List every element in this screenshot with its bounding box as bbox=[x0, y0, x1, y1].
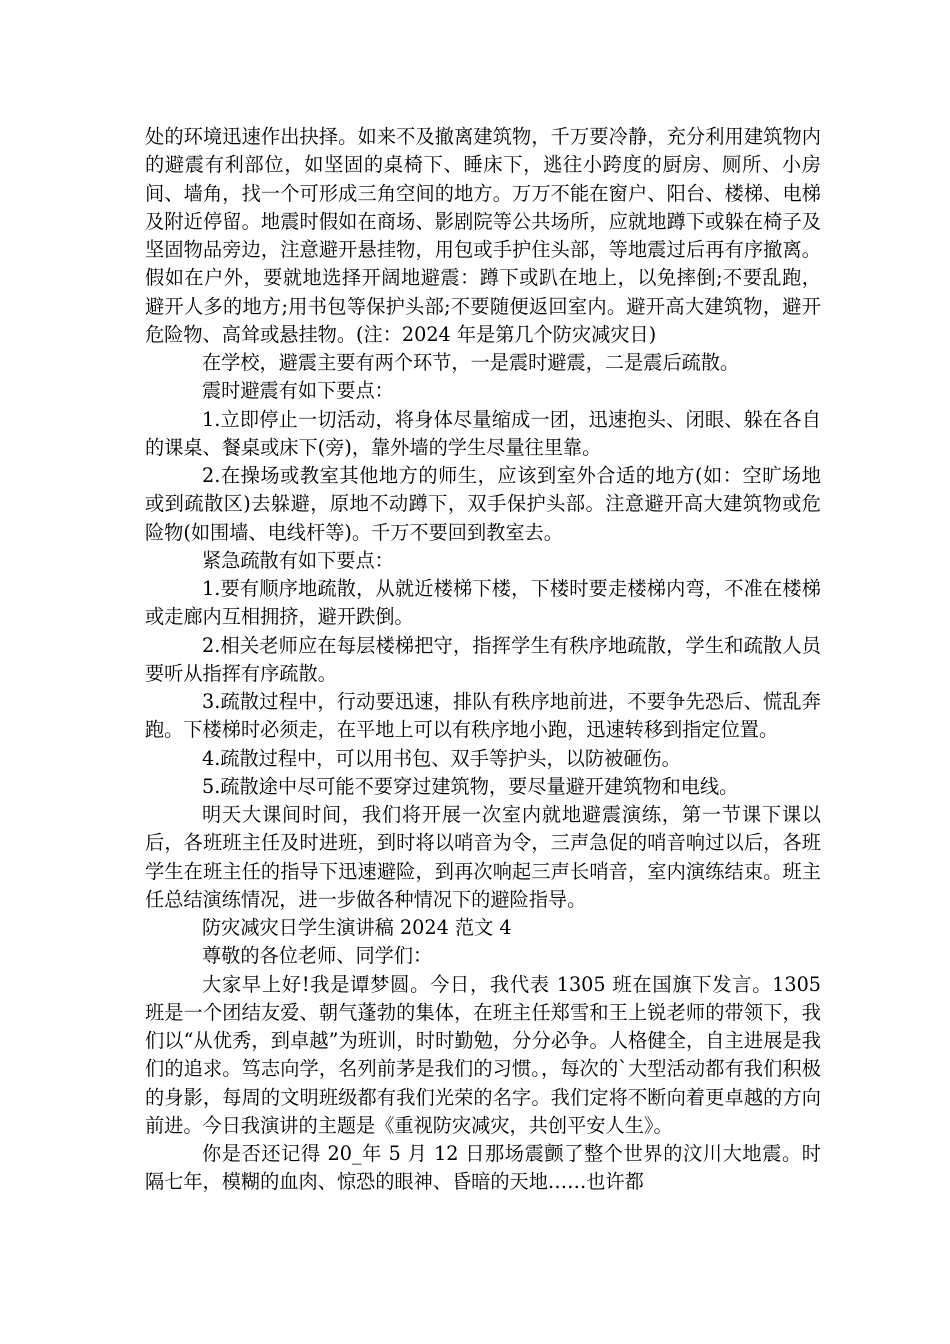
paragraph: 3.疏散过程中，行动要迅速，排队有秩序地前进，不要争先恐后、慌乱奔跑。下楼梯时必须走，在平地上可以有秩序地小跑，迅速转移到指定位置。 bbox=[145, 690, 821, 742]
paragraph: 5.疏散途中尽可能不要穿过建筑物，要尽量避开建筑物和电线。 bbox=[202, 774, 739, 798]
paragraph: 在学校，避震主要有两个环节，一是震时避震，二是震后疏散。 bbox=[202, 351, 740, 374]
paragraph: 你是否还记得 20_年 5 月 12 日那场震颤了整个世界的汶川大地震。时隔七年，模糊的血肉、惊恐的眼神、昏暗的天地……也许都 bbox=[145, 1142, 821, 1194]
paragraph: 1.立即停止一切活动，将身体尽量缩成一团，迅速抱头、闭眼、躲在各自的课桌、餐桌或床下(旁)，靠外墙的学生尽量往里靠。 bbox=[145, 407, 821, 459]
paragraph: 大家早上好!我是谭梦圆。今日，我代表 1305 班在国旗下发言。1305 班是一个团结友爱、朝气蓬勃的集体，在班主任郑雪和王上锐老师的带领下，我们以“从优秀，到卓越”为班训，时时勤勉，分分必争。人格健全，自主进展是我们的追求。笃志向学，名列前茅是我们的习惯。，每次的`大型活动都有我们积极的身影，每周的文明班级都有我们光荣的名字。我们定将不断向着更卓越的方向前进。今日我演讲的主题是《重视防灾减灾，共创平安人生》。 bbox=[145, 972, 821, 1137]
paragraph: 明天大课间时间，我们将开展一次室内就地避震演练，第一节课下课以后，各班班主任及时进班，到时将以哨音为令，三声急促的哨音响过以后，各班学生在班主任的指导下迅速避险，到再次响起三声长哨音，室内演练结束。班主任总结演练情况，进一步做各种情况下的避险指导。 bbox=[145, 803, 821, 911]
section-title: 防灾减灾日学生演讲稿 2024 范文 4 bbox=[202, 916, 512, 939]
paragraph: 2.相关老师应在每层楼梯把守，指挥学生有秩序地疏散，学生和疏散人员要听从指挥有序疏散。 bbox=[145, 633, 821, 685]
paragraph: 震时避震有如下要点： bbox=[202, 379, 394, 403]
paragraph: 1.要有顺序地疏散，从就近楼梯下楼，下楼时要走楼梯内弯，不准在楼梯或走廊内互相拥挤，避开跌倒。 bbox=[145, 577, 821, 629]
salutation: 尊敬的各位老师、同学们： bbox=[202, 944, 433, 968]
paragraph: 处的环境迅速作出抉择。如来不及撤离建筑物，千万要冷静，充分利用建筑物内的避震有利部位，如坚固的桌椅下、睡床下，逃往小跨度的厨房、厕所、小房间、墙角，找一个可形成三角空间的地方。万万不能在窗户、阳台、楼梯、电梯及附近停留。地震时假如在商场、影剧院等公共场所，应就地蹲下或躲在椅子及坚固物品旁边，注意避开悬挂物，用包或手护住头部，等地震过后再有序撤离。假如在户外，要就地选择开阔地避震：蹲下或趴在地上，以免摔倒;不要乱跑，避开人多的地方;用书包等保护头部;不要随便返回室内。避开高大建筑物，避开危险物、高耸或悬挂物。(注：2024 年是第几个防灾减灾日) bbox=[145, 125, 821, 346]
paragraph: 4.疏散过程中，可以用书包、双手等护头，以防被砸伤。 bbox=[202, 746, 681, 770]
document-page bbox=[145, 123, 821, 1197]
paragraph: 2.在操场或教室其他地方的师生，应该到室外合适的地方(如：空旷场地或到疏散区)去躲避，原地不动蹲下，双手保护头部。注意避开高大建筑物或危险物(如围墙、电线杆等)。千万不要回到教室去。 bbox=[145, 464, 821, 544]
paragraph: 紧急疏散有如下要点： bbox=[202, 548, 394, 572]
